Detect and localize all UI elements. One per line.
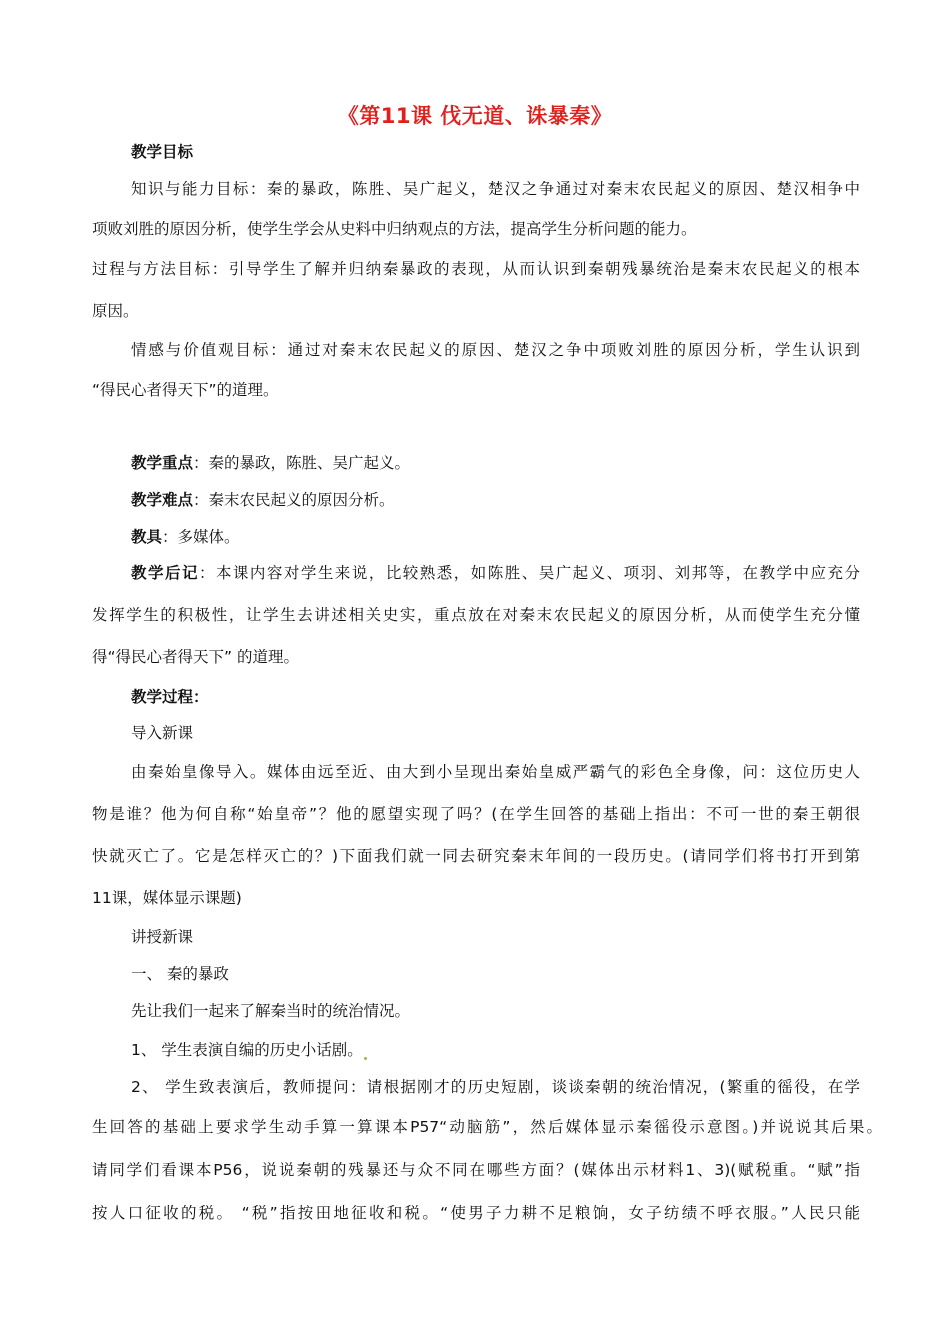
after-note-label: 教学后记 xyxy=(131,564,199,582)
teaching-tools-label: 教具 xyxy=(131,528,163,546)
after-note-line-2: 发挥学生的积极性，让学生去讲述相关史实，重点放在对秦末农民起义的原因分析，从而使学生充分懂 xyxy=(92,606,860,624)
teaching-process-heading: 教学过程： xyxy=(131,688,209,706)
key-point-label: 教学重点 xyxy=(131,454,194,472)
intro-heading: 导入新课 xyxy=(131,724,194,742)
intro-line-3: 快就灭亡了。它是怎样灭亡的？)下面我们就一同去研究秦末年间的一段历史。(请同学们将书打开到第 xyxy=(92,847,860,865)
item-1-text: 1、 学生表演自编的历史小话剧。 xyxy=(131,1041,363,1059)
key-point-text: ：秦的暴政，陈胜、吴广起义。 xyxy=(193,454,411,472)
process-goal-line-1: 过程与方法目标：引导学生了解并归纳秦暴政的表现，从而认识到秦朝残暴统治是秦末农民起义的根本 xyxy=(92,260,860,278)
item-2-line-1: 2、 学生致表演后，教师提问：请根据刚才的历史短剧，谈谈秦朝的统治情况，(繁重的徭役，在学 xyxy=(131,1078,860,1096)
teaching-tools-text: ：多媒体。 xyxy=(162,528,240,546)
section-1-heading: 一、 秦的暴政 xyxy=(131,965,229,983)
item-1 xyxy=(131,1040,368,1060)
teaching-tools xyxy=(131,527,240,547)
section-1-lead: 先让我们一起来了解秦当时的统治情况。 xyxy=(131,1002,411,1020)
intro-line-4: 11课，媒体显示课题) xyxy=(92,889,242,907)
intro-line-2: 物是谁？他为何自称“始皇帝”？他的愿望实现了吗？(在学生回答的基础上指出：不可一世的秦王朝很 xyxy=(92,805,860,823)
knowledge-line-2: 项败刘胜的原因分析，使学生学会从史料中归纳观点的方法，提高学生分析问题的能力。 xyxy=(92,220,697,238)
difficult-point-text: ：秦末农民起义的原因分析。 xyxy=(193,491,395,509)
intro-line-1: 由秦始皇像导入。媒体由远至近、由大到小呈现出秦始皇威严霸气的彩色全身像，问：这位历史人 xyxy=(131,763,860,781)
item-2-line-4: 按人口征收的税。 “税”指按田地征收和税。“使男子力耕不足粮饷，女子纺绩不呼衣服。”人民只能 xyxy=(92,1204,860,1222)
difficult-point xyxy=(131,490,395,510)
emotion-goal-line-1: 情感与价值观目标：通过对秦末农民起义的原因、楚汉之争中项败刘胜的原因分析，学生认识到 xyxy=(131,341,860,359)
key-point xyxy=(131,453,410,473)
teach-heading: 讲授新课 xyxy=(131,928,194,946)
lesson-title: 《第11课 伐无道、诛暴秦》 xyxy=(337,104,613,128)
knowledge-line-1: 知识与能力目标：秦的暴政，陈胜、吴广起义，楚汉之争通过对秦末农民起义的原因、楚汉相争中 xyxy=(131,180,860,198)
difficult-point-label: 教学难点 xyxy=(131,491,194,509)
heading-objectives: 教学目标 xyxy=(131,143,194,161)
process-goal-line-2: 原因。 xyxy=(92,302,139,320)
item-2-line-2: 生回答的基础上要求学生动手算一算课本P57“动脑筋”，然后媒体显示秦徭役示意图。)并说说其后果。 xyxy=(92,1118,882,1136)
after-note-line-3: 得“得民心者得天下” 的道理。 xyxy=(92,648,299,666)
after-note-line-1 xyxy=(131,563,860,583)
after-note-text-1: ：本课内容对学生来说，比较熟悉，如陈胜、吴广起义、项羽、刘邦等，在教学中应充分 xyxy=(198,564,860,582)
item-2-line-3: 请同学们看课本P56，说说秦朝的残暴还与众不同在哪些方面？(媒体出示材料1、3)(赋税重。“赋”指 xyxy=(92,1161,860,1179)
emotion-goal-line-2: “得民心者得天下”的道理。 xyxy=(92,381,279,399)
stray-dot-mark xyxy=(364,1057,367,1060)
